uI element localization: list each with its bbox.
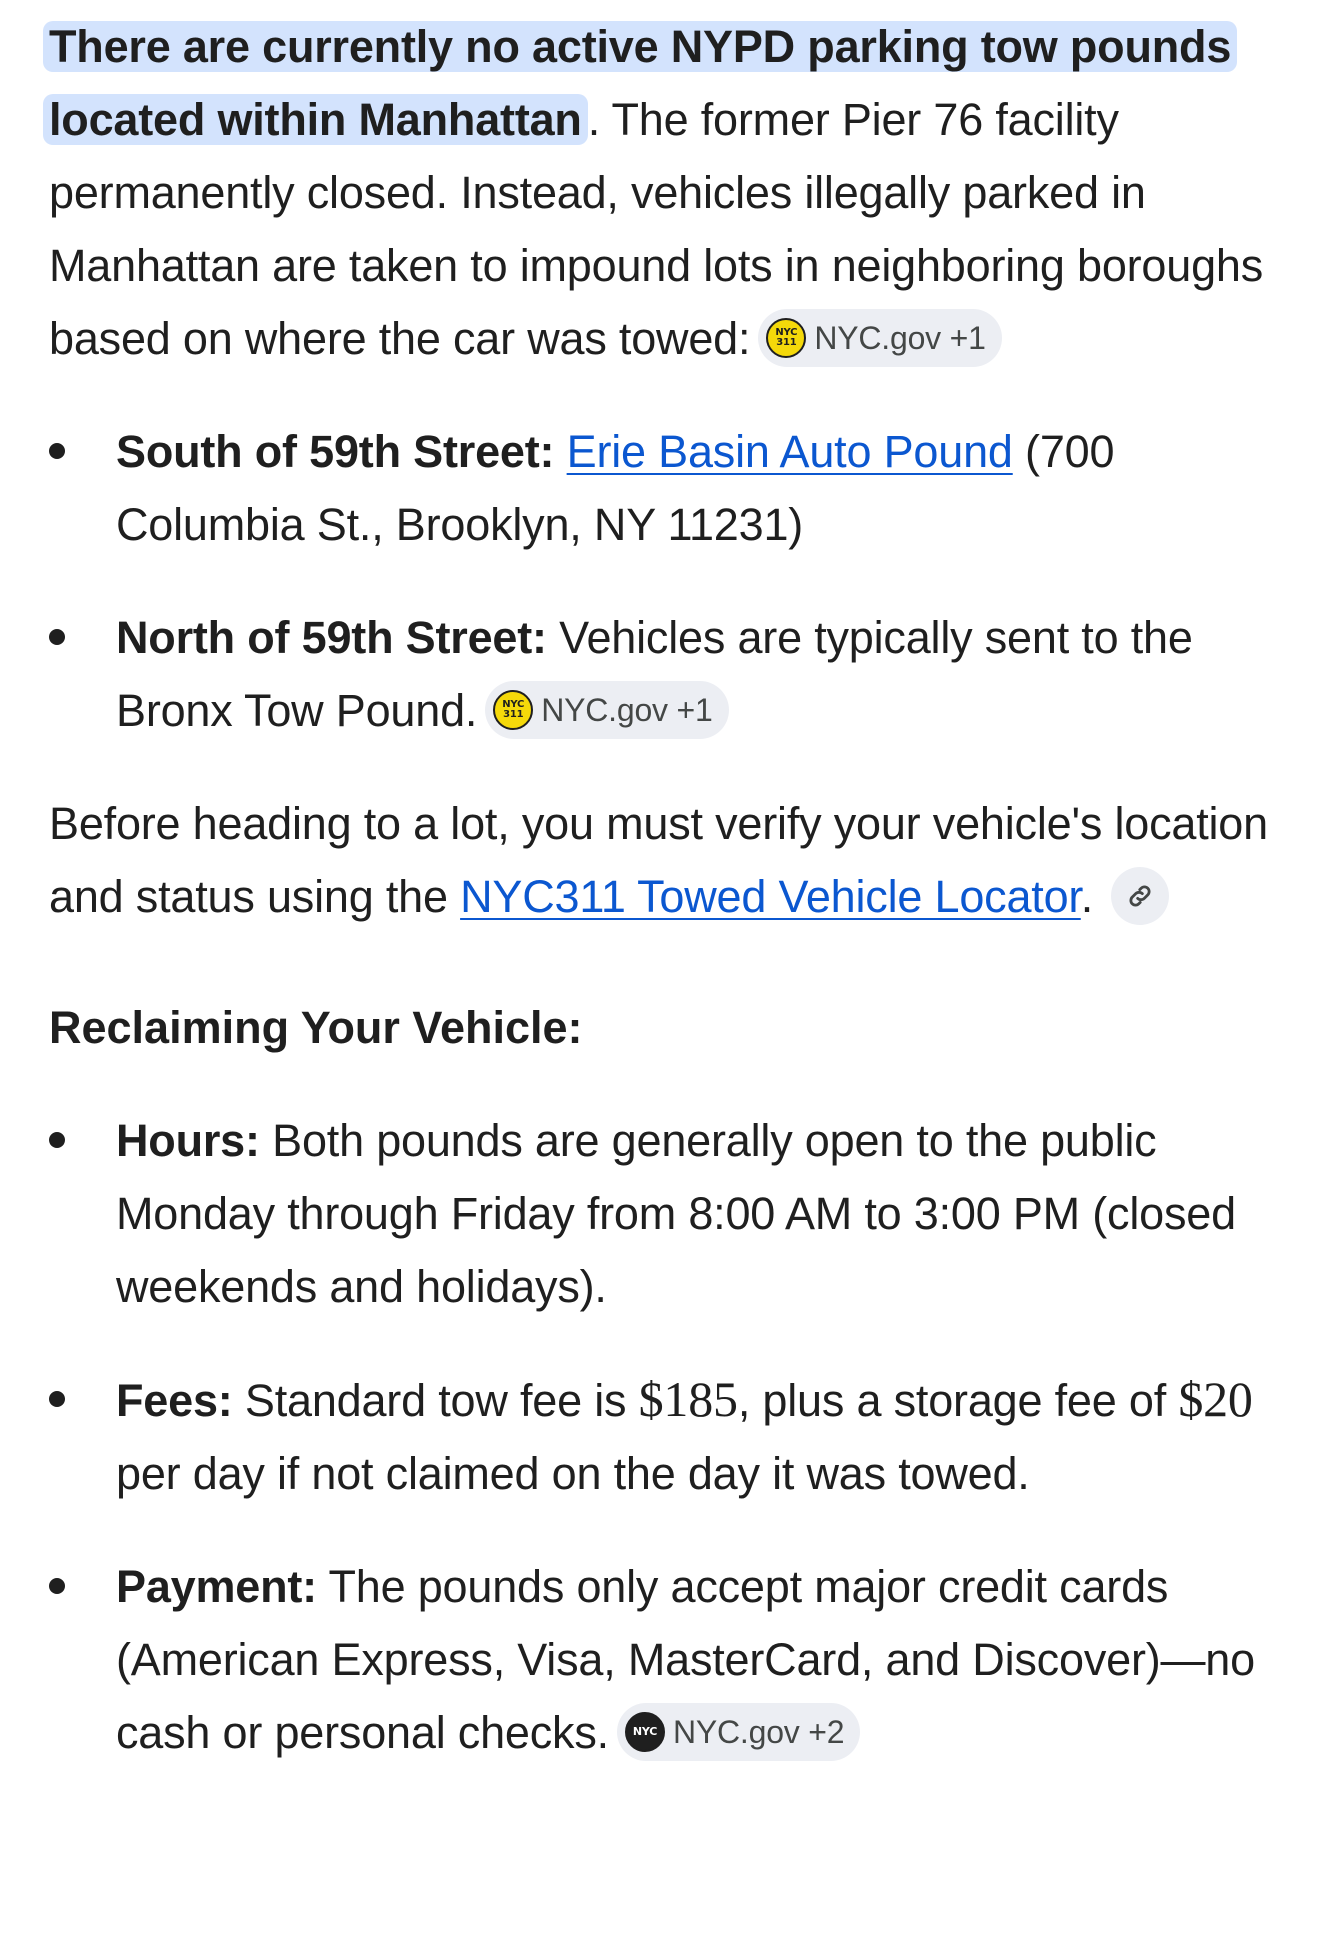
list-item [49,601,1280,747]
source-chip-label: NYC.gov +2 [672,1713,845,1750]
location-label: North of 59th Street: [116,612,547,663]
fees-text: Standard tow fee is [244,1375,627,1426]
storage-fee-amount: $20 [1178,1371,1253,1427]
location-label: South of 59th Street: [116,426,555,477]
intro-paragraph [49,10,1280,375]
reclaim-list [49,1104,1280,1769]
towed-vehicle-locator-link[interactable]: NYC311 Towed Vehicle Locator [460,871,1081,922]
bullet-icon [49,1578,65,1594]
source-chip-label: NYC.gov +1 [814,319,986,356]
list-item [49,1550,1280,1769]
source-chip-nyc-gov[interactable] [617,1703,860,1761]
payment-text: The pounds only accept major credit cards (American Express, Visa, MasterCard, and Discover)—no cash or personal checks. [116,1561,1255,1758]
verify-text: Before heading to a lot, you must verify your vehicle's location and status using the [49,798,1268,922]
fees-text: per day if not claimed on the day it was towed. [116,1448,1030,1499]
nyc311-logo-icon [766,318,806,358]
verify-period: . [1080,871,1094,922]
nyc-logo-icon [625,1712,665,1752]
list-item [49,415,1280,561]
logo-text: NYC 311 [502,699,525,721]
bullet-icon [49,1391,65,1407]
tow-fee-amount: $185 [638,1371,738,1427]
logo-text: NYC 311 [775,327,798,349]
nyc311-logo-icon [493,690,533,730]
source-chip-nyc-gov[interactable] [485,681,728,739]
list-item [49,1363,1280,1510]
fees-label: Fees: [116,1375,233,1426]
list-item [49,1104,1280,1323]
source-chip-label: NYC.gov +1 [541,691,713,728]
bullet-icon [49,629,65,645]
fees-text: , plus a storage fee of [737,1375,1167,1426]
list-item-text [116,1363,1280,1510]
reclaim-heading: Reclaiming Your Vehicle: [49,1002,583,1053]
link-icon[interactable] [1111,867,1169,925]
list-item-text [116,415,1280,561]
list-item-text [116,1104,1280,1323]
location-text: Vehicles are typically sent to the Bronx Tow Pound. [116,612,1193,736]
logo-text: NYC [632,1725,658,1739]
verify-paragraph [49,787,1280,933]
erie-basin-link[interactable]: Erie Basin Auto Pound [566,426,1013,477]
source-chip-nyc-gov[interactable] [758,309,1001,367]
hours-text: Both pounds are generally open to the public Monday through Friday from 8:00 AM to 3:00 PM (closed weekends and holidays). [116,1115,1236,1312]
bullet-icon [49,1132,65,1148]
highlighted-text[interactable]: There are currently no active NYPD parking tow pounds located within Manhattan [43,21,1237,145]
location-address: (700 Columbia St., Brooklyn, NY 11231) [116,426,1115,550]
bullet-icon [49,443,65,459]
list-item-text [116,1550,1280,1769]
hours-label: Hours: [116,1115,260,1166]
payment-label: Payment: [116,1561,317,1612]
list-item-text [116,601,1280,747]
tow-pound-locations-list [49,415,1280,747]
intro-text: . The former Pier 76 facility permanently closed. Instead, vehicles illegally parked in Manhattan are taken to impound lots in neighboring boroughs based on where the car was towed: [49,94,1264,364]
